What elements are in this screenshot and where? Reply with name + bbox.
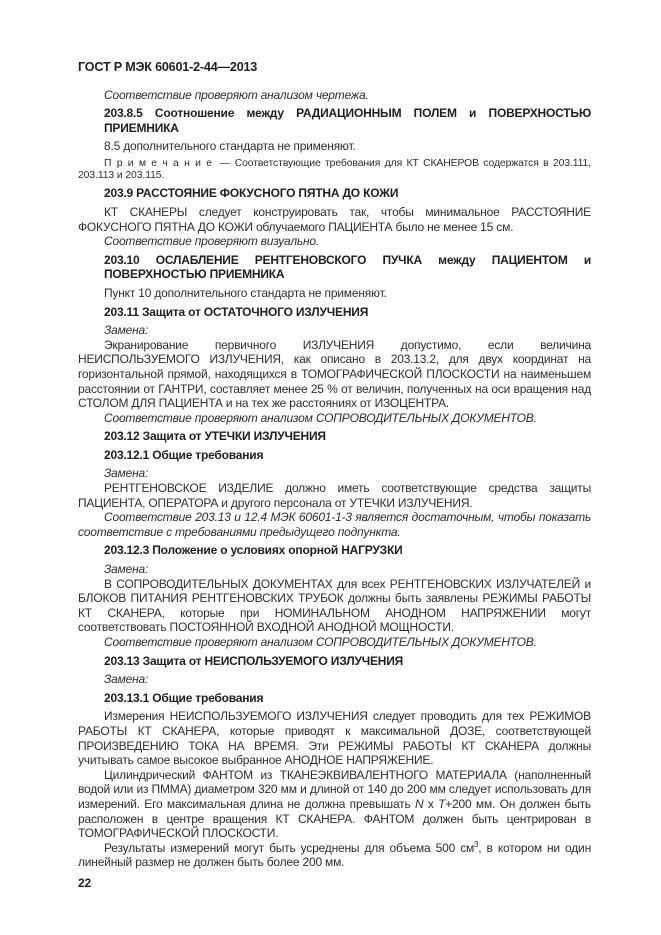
replacement-label: Замена: (104, 562, 149, 577)
replacement-label: Замена: (104, 323, 149, 338)
section-heading-203-10: 203.10 ОСЛАБЛЕНИЕ РЕНТГЕНОВСКОГО ПУЧКА между ПАЦИЕНТОМ и ПОВЕРХНОСТЬЮ ПРИЕМНИКА (104, 252, 591, 282)
note-dash: — (219, 157, 230, 169)
body-paragraph-loading-conditions: В СОПРОВОДИТЕЛЬНЫХ ДОКУМЕНТАХ для всех РЕНТГЕНОВСКИХ ИЗЛУЧАТЕЛЕЙ и БЛОКОВ ПИТАНИЯ РЕНТГЕНОВСКИХ ТРУБОК должны быть заявлены РЕЖИМЫ РАБОТЫ КТ СКАНЕРА, которые при НОМИНАЛЬНОМ АНОДНОМ НАПРЯЖЕНИИ могут соответствовать ПОСТОЯННОЙ ВХОДНОЙ АНОДНОЙ МОЩНОСТИ. (78, 576, 591, 635)
replacement-label: Замена: (104, 672, 149, 687)
compliance-statement-60601-1-3: Соответствие 203.13 и 12.4 МЭК 60601-1-3 является достаточным, чтобы показать соответствие с требованиями предыдущего подпункта. (78, 510, 591, 539)
section-heading-203-11: 203.11 Защита от ОСТАТОЧНОГО ИЗЛУЧЕНИЯ (104, 304, 369, 319)
body-paragraph-8-5: 8.5 дополнительного стандарта не применяют. (104, 139, 356, 154)
superscript-3: 3 (474, 839, 479, 849)
body-paragraph-results (78, 841, 591, 870)
body-paragraph-shielding: Экранирование первичного ИЗЛУЧЕНИЯ допустимо, если величина НЕИСПОЛЬЗУЕМОГО ИЗЛУЧЕНИЯ, как описано в 203.13.2, для двух координат на горизонтальной прямой, находящихся в ТОМОГРАФИЧЕСКОЙ ПЛОСКОСТИ на наименьшем расстоянии от ГАНТРИ, составляет менее 25 % от величин, полученных на оси вращения над СТОЛОМ ДЛЯ ПАЦИЕНТА и на тех же расстояниях от ИЗОЦЕНТРА. (78, 337, 591, 411)
note (78, 158, 591, 182)
variable-t: T (438, 796, 446, 811)
section-heading-203-13: 203.13 Защита от НЕИСПОЛЬЗУЕМОГО ИЗЛУЧЕНИЯ (104, 653, 404, 668)
body-paragraph-leakage: РЕНТГЕНОВСКОЕ ИЗДЕЛИЕ должно иметь соответствующие средства защиты ПАЦИЕНТА, ОПЕРАТОРА и другого персонала от УТЕЧКИ ИЗЛУЧЕНИЯ. (78, 481, 591, 510)
multiplication-sign: x (423, 796, 439, 811)
section-heading-203-9: 203.9 РАССТОЯНИЕ ФОКУСНОГО ПЯТНА ДО КОЖИ (104, 186, 399, 201)
results-text-before: Результаты измерений могут быть усреднены для объема 500 см (104, 840, 475, 855)
section-heading-203-12-1: 203.12.1 Общие требования (104, 447, 264, 462)
section-heading-203-13-1: 203.13.1 Общие требования (104, 690, 264, 705)
section-heading-203-12-3: 203.12.3 Положение о условиях опорной НАГРУЗКИ (104, 543, 403, 558)
section-heading-203-8-5: 203.8.5 Соотношение между РАДИАЦИОННЫМ ПОЛЕМ и ПОВЕРХНОСТЬЮ ПРИЕМНИКА (104, 106, 591, 135)
results-text-after: , в котором ни один линейный размер не должен быть более 200 мм. (78, 840, 591, 870)
note-label: П р и м е ч а н и е (104, 157, 213, 169)
body-paragraph-measurements: Измерения НЕИСПОЛЬЗУЕМОГО ИЗЛУЧЕНИЯ следует проводить для тех РЕЖИМОВ РАБОТЫ КТ СКАНЕРА, которые приводят к максимальной ДОЗЕ, соответствующей ПРОИЗВЕДЕНИЮ ТОКА НА ВРЕМЯ. Эти РЕЖИМЫ РАБОТЫ КТ СКАНЕРА должны учитывать самое высокое выбранное АНОДНОЕ НАПРЯЖЕНИЕ. (78, 709, 591, 768)
compliance-statement-documents-1: Соответствие проверяют анализом СОПРОВОДИТЕЛЬНЫХ ДОКУМЕНТОВ. (104, 410, 537, 425)
compliance-statement-documents-2: Соответствие проверяют анализом СОПРОВОДИТЕЛЬНЫХ ДОКУМЕНТОВ. (104, 635, 537, 649)
compliance-statement-visual: Соответствие проверяют визуально. (104, 234, 320, 249)
body-paragraph-phantom (78, 768, 591, 841)
replacement-label: Замена: (104, 466, 149, 481)
variable-n: N (414, 796, 424, 811)
running-header: ГОСТ Р МЭК 60601-2-44—2013 (78, 60, 258, 74)
page-number: 22 (78, 875, 91, 890)
phantom-text-after: +200 мм. Он должен быть расположен в центре вращения КТ СКАНЕРА. ФАНТОМ должен быть центрирован в ТОМОГРАФИЧЕСКОЙ ПЛОСКОСТИ. (78, 796, 591, 841)
section-heading-203-12: 203.12 Защита от УТЕЧКИ ИЗЛУЧЕНИЯ (104, 429, 326, 444)
note-text: Соответствующие требования для КТ СКАНЕРОВ содержатся в 203.111, 203.113 и 203.115. (78, 157, 592, 182)
compliance-statement-drawing: Соответствие проверяют анализом чертежа. (104, 87, 369, 102)
body-paragraph-clause-10: Пункт 10 дополнительного стандарта не применяют. (104, 285, 387, 300)
body-paragraph-focal-spot: КТ СКАНЕРЫ следует конструировать так, чтобы минимальное РАССТОЯНИЕ ФОКУСНОГО ПЯТНА ДО КОЖИ облучаемого ПАЦИЕНТА было не менее 15 см. (78, 204, 591, 234)
phantom-text-before: Цилиндрический ФАНТОМ из ТКАНЕЭКВИВАЛЕНТНОГО МАТЕРИАЛА (наполненный водой или из ПММА) диаметром 320 мм и длиной от 140 до 200 мм следует использовать для измерений. Его максимальная длина не должна превышать (78, 767, 591, 811)
